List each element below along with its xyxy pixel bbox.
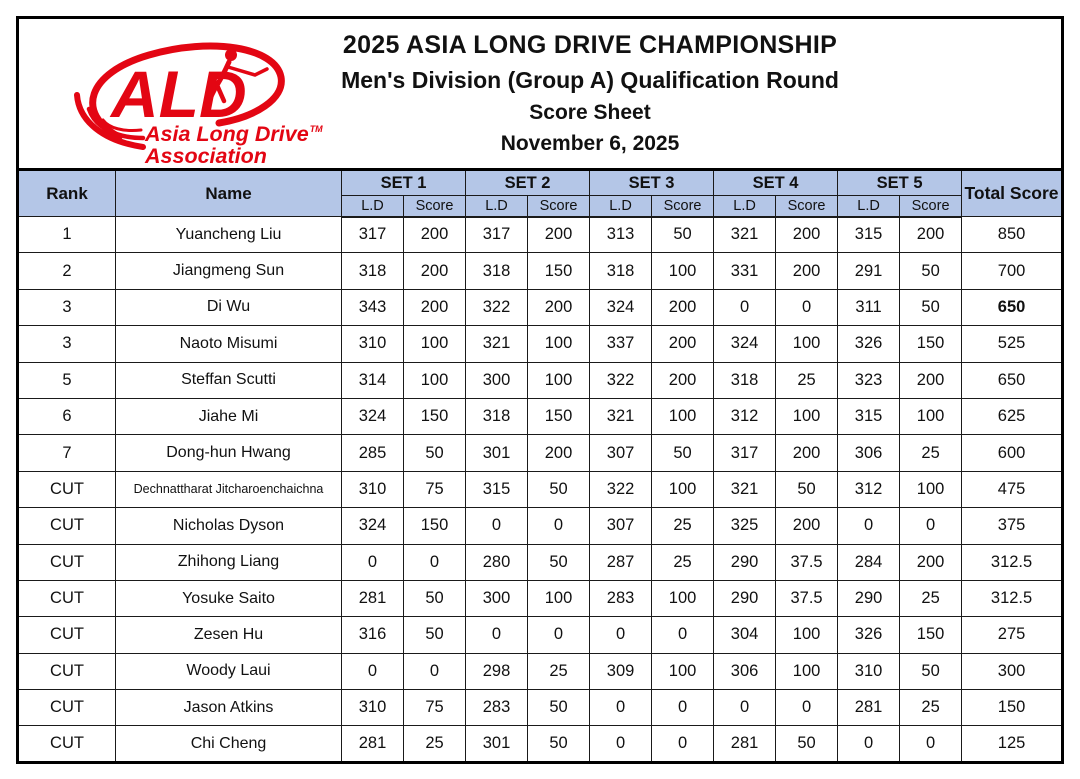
set5-score-cell: 200	[900, 544, 962, 580]
set2-ld-cell: 298	[466, 653, 528, 689]
set2-ld-cell: 0	[466, 617, 528, 653]
set4-ld-cell: 0	[714, 690, 776, 726]
table-row	[18, 617, 1063, 653]
set1-score-cell: 50	[404, 580, 466, 616]
set3-score-cell: 0	[652, 617, 714, 653]
set3-score-cell: 200	[652, 326, 714, 362]
set5-score-cell: 0	[900, 726, 962, 762]
set5-header: SET 5	[838, 170, 962, 196]
rank-cell: CUT	[18, 653, 116, 689]
set1-score-cell: 100	[404, 326, 466, 362]
set5-score-cell: 150	[900, 617, 962, 653]
set3-ld-cell: 287	[590, 544, 652, 580]
player-name-cell: Jiahe Mi	[116, 398, 342, 434]
set1-score-cell: 75	[404, 471, 466, 507]
score-table	[16, 168, 1064, 764]
set4-header: SET 4	[714, 170, 838, 196]
set3-ld-cell: 283	[590, 580, 652, 616]
set3-score-cell: 100	[652, 653, 714, 689]
set5-ld-cell: 311	[838, 289, 900, 325]
table-row	[18, 726, 1063, 762]
set4-score-cell: 37.5	[776, 580, 838, 616]
set3-ld-cell: 321	[590, 398, 652, 434]
set3-header: SET 3	[590, 170, 714, 196]
set3-ld-cell: 309	[590, 653, 652, 689]
set3-ld-cell: 318	[590, 253, 652, 289]
set1-ld-cell: 310	[342, 326, 404, 362]
set2-ld-cell: 301	[466, 435, 528, 471]
set5-score-cell: 100	[900, 471, 962, 507]
set2-header: SET 2	[466, 170, 590, 196]
rank-cell: CUT	[18, 690, 116, 726]
set1-ld-cell: 316	[342, 617, 404, 653]
set2-ld-cell: 280	[466, 544, 528, 580]
set5-ld-header: L.D	[838, 196, 900, 217]
table-row	[18, 508, 1063, 544]
set1-ld-cell: 324	[342, 508, 404, 544]
set1-score-cell: 200	[404, 289, 466, 325]
set2-ld-cell: 321	[466, 326, 528, 362]
player-name-cell: Zesen Hu	[116, 617, 342, 653]
player-name-cell: Di Wu	[116, 289, 342, 325]
table-row	[18, 471, 1063, 507]
set2-ld-cell: 322	[466, 289, 528, 325]
table-row	[18, 690, 1063, 726]
total-score-cell: 375	[962, 508, 1063, 544]
rank-cell: 2	[18, 253, 116, 289]
set3-ld-cell: 322	[590, 471, 652, 507]
set5-score-cell: 50	[900, 653, 962, 689]
set1-score-cell: 0	[404, 653, 466, 689]
set4-score-cell: 25	[776, 362, 838, 398]
total-score-cell: 625	[962, 398, 1063, 434]
logo-brand-line2: Association	[145, 144, 267, 167]
set4-ld-cell: 321	[714, 471, 776, 507]
set4-ld-cell: 318	[714, 362, 776, 398]
total-score-cell: 150	[962, 690, 1063, 726]
total-score-cell: 475	[962, 471, 1063, 507]
set4-ld-cell: 304	[714, 617, 776, 653]
set2-score-cell: 100	[528, 326, 590, 362]
set4-ld-cell: 317	[714, 435, 776, 471]
set3-score-cell: 50	[652, 217, 714, 253]
set5-ld-cell: 281	[838, 690, 900, 726]
table-header-row	[18, 170, 1063, 196]
set4-score-cell: 50	[776, 471, 838, 507]
total-score-cell: 300	[962, 653, 1063, 689]
title-block	[259, 19, 921, 168]
set5-score-header: Score	[900, 196, 962, 217]
set2-ld-header: L.D	[466, 196, 528, 217]
set1-ld-cell: 285	[342, 435, 404, 471]
set1-ld-cell: 310	[342, 690, 404, 726]
player-name-cell: Naoto Misumi	[116, 326, 342, 362]
set5-ld-cell: 315	[838, 398, 900, 434]
set1-score-cell: 200	[404, 217, 466, 253]
set3-ld-cell: 0	[590, 690, 652, 726]
set2-score-cell: 100	[528, 362, 590, 398]
rank-cell: 3	[18, 326, 116, 362]
set2-ld-cell: 301	[466, 726, 528, 762]
set3-ld-cell: 307	[590, 435, 652, 471]
set2-ld-cell: 300	[466, 362, 528, 398]
total-score-cell: 312.5	[962, 544, 1063, 580]
player-name-cell: Dong-hun Hwang	[116, 435, 342, 471]
set3-ld-cell: 324	[590, 289, 652, 325]
set4-score-cell: 200	[776, 217, 838, 253]
set5-score-cell: 150	[900, 326, 962, 362]
set1-score-header: Score	[404, 196, 466, 217]
set2-score-cell: 50	[528, 544, 590, 580]
set5-ld-cell: 291	[838, 253, 900, 289]
set2-score-cell: 200	[528, 435, 590, 471]
set2-ld-cell: 318	[466, 398, 528, 434]
set4-ld-cell: 290	[714, 580, 776, 616]
table-row	[18, 362, 1063, 398]
set5-score-cell: 25	[900, 435, 962, 471]
set1-score-cell: 50	[404, 617, 466, 653]
set2-score-header: Score	[528, 196, 590, 217]
total-score-cell: 312.5	[962, 580, 1063, 616]
set3-score-header: Score	[652, 196, 714, 217]
set4-score-header: Score	[776, 196, 838, 217]
set1-ld-cell: 281	[342, 726, 404, 762]
rank-cell: CUT	[18, 508, 116, 544]
set5-score-cell: 200	[900, 362, 962, 398]
division-title: Men's Division (Group A) Qualification Round	[341, 67, 839, 93]
total-score-cell: 125	[962, 726, 1063, 762]
set4-score-cell: 100	[776, 617, 838, 653]
set2-score-cell: 50	[528, 690, 590, 726]
set4-ld-cell: 331	[714, 253, 776, 289]
player-name-cell: Woody Laui	[116, 653, 342, 689]
set3-score-cell: 100	[652, 398, 714, 434]
set3-ld-cell: 322	[590, 362, 652, 398]
set4-score-cell: 0	[776, 690, 838, 726]
player-name-cell: Zhihong Liang	[116, 544, 342, 580]
set1-ld-cell: 310	[342, 471, 404, 507]
set3-ld-cell: 307	[590, 508, 652, 544]
set1-ld-cell: 318	[342, 253, 404, 289]
set3-score-cell: 100	[652, 253, 714, 289]
total-score-cell: 700	[962, 253, 1063, 289]
set2-score-cell: 50	[528, 471, 590, 507]
set1-ld-cell: 0	[342, 653, 404, 689]
set5-ld-cell: 323	[838, 362, 900, 398]
set5-score-cell: 50	[900, 253, 962, 289]
set1-score-cell: 150	[404, 398, 466, 434]
set2-score-cell: 0	[528, 617, 590, 653]
set4-ld-cell: 290	[714, 544, 776, 580]
set2-score-cell: 50	[528, 726, 590, 762]
set1-header: SET 1	[342, 170, 466, 196]
set5-ld-cell: 326	[838, 617, 900, 653]
set3-ld-header: L.D	[590, 196, 652, 217]
set5-ld-cell: 306	[838, 435, 900, 471]
total-score-cell: 850	[962, 217, 1063, 253]
player-name-cell: Jason Atkins	[116, 690, 342, 726]
rank-cell: 5	[18, 362, 116, 398]
event-date: November 6, 2025	[500, 132, 680, 155]
set5-ld-cell: 326	[838, 326, 900, 362]
score-sheet	[16, 16, 1064, 764]
rank-cell: CUT	[18, 471, 116, 507]
player-name-cell: Yuancheng Liu	[116, 217, 342, 253]
set4-score-cell: 100	[776, 326, 838, 362]
set4-ld-cell: 306	[714, 653, 776, 689]
set5-score-cell: 25	[900, 690, 962, 726]
set1-score-cell: 100	[404, 362, 466, 398]
set4-ld-cell: 281	[714, 726, 776, 762]
rank-cell: CUT	[18, 544, 116, 580]
player-name-cell: Dechnattharat Jitcharoenchaichna	[116, 471, 342, 507]
masthead	[16, 16, 1064, 168]
set4-ld-cell: 312	[714, 398, 776, 434]
rank-cell: 6	[18, 398, 116, 434]
set1-ld-header: L.D	[342, 196, 404, 217]
set1-score-cell: 150	[404, 508, 466, 544]
set2-ld-cell: 315	[466, 471, 528, 507]
set2-score-cell: 200	[528, 217, 590, 253]
set1-score-cell: 200	[404, 253, 466, 289]
set5-ld-cell: 290	[838, 580, 900, 616]
set5-score-cell: 100	[900, 398, 962, 434]
set5-ld-cell: 0	[838, 726, 900, 762]
set3-ld-cell: 313	[590, 217, 652, 253]
set2-score-cell: 200	[528, 289, 590, 325]
set1-ld-cell: 314	[342, 362, 404, 398]
player-name-cell: Chi Cheng	[116, 726, 342, 762]
set5-ld-cell: 310	[838, 653, 900, 689]
rank-cell: 1	[18, 217, 116, 253]
set4-score-cell: 100	[776, 653, 838, 689]
set3-score-cell: 50	[652, 435, 714, 471]
set5-score-cell: 0	[900, 508, 962, 544]
player-name-cell: Steffan Scutti	[116, 362, 342, 398]
name-header: Name	[116, 170, 342, 217]
set2-score-cell: 150	[528, 253, 590, 289]
set5-score-cell: 25	[900, 580, 962, 616]
set2-score-cell: 100	[528, 580, 590, 616]
set4-score-cell: 50	[776, 726, 838, 762]
set3-score-cell: 200	[652, 289, 714, 325]
set4-ld-cell: 325	[714, 508, 776, 544]
set1-score-cell: 25	[404, 726, 466, 762]
set3-score-cell: 200	[652, 362, 714, 398]
set1-ld-cell: 0	[342, 544, 404, 580]
set5-ld-cell: 0	[838, 508, 900, 544]
rank-cell: 3	[18, 289, 116, 325]
set1-ld-cell: 281	[342, 580, 404, 616]
rank-cell: CUT	[18, 580, 116, 616]
sheet-title: Score Sheet	[529, 101, 651, 124]
set2-ld-cell: 0	[466, 508, 528, 544]
set2-score-cell: 150	[528, 398, 590, 434]
set4-score-cell: 100	[776, 398, 838, 434]
total-score-cell: 650	[962, 362, 1063, 398]
set2-ld-cell: 300	[466, 580, 528, 616]
set3-score-cell: 100	[652, 580, 714, 616]
table-row	[18, 253, 1063, 289]
set3-score-cell: 100	[652, 471, 714, 507]
set5-score-cell: 50	[900, 289, 962, 325]
set3-score-cell: 25	[652, 508, 714, 544]
total-score-header: Total Score	[962, 170, 1063, 217]
total-score-cell: 650	[962, 289, 1063, 325]
player-name-cell: Nicholas Dyson	[116, 508, 342, 544]
set1-ld-cell: 343	[342, 289, 404, 325]
set4-score-cell: 37.5	[776, 544, 838, 580]
table-row	[18, 289, 1063, 325]
table-row	[18, 398, 1063, 434]
rank-cell: 7	[18, 435, 116, 471]
player-name-cell: Yosuke Saito	[116, 580, 342, 616]
set5-ld-cell: 284	[838, 544, 900, 580]
set1-ld-cell: 324	[342, 398, 404, 434]
set5-score-cell: 200	[900, 217, 962, 253]
set3-ld-cell: 337	[590, 326, 652, 362]
set3-ld-cell: 0	[590, 726, 652, 762]
set2-score-cell: 0	[528, 508, 590, 544]
player-name-cell: Jiangmeng Sun	[116, 253, 342, 289]
rank-cell: CUT	[18, 726, 116, 762]
set4-ld-cell: 324	[714, 326, 776, 362]
set3-score-cell: 25	[652, 544, 714, 580]
event-title: 2025 ASIA LONG DRIVE CHAMPIONSHIP	[342, 31, 838, 59]
set1-ld-cell: 317	[342, 217, 404, 253]
set1-score-cell: 0	[404, 544, 466, 580]
set3-score-cell: 0	[652, 690, 714, 726]
set4-score-cell: 200	[776, 508, 838, 544]
table-row	[18, 435, 1063, 471]
set1-score-cell: 75	[404, 690, 466, 726]
set1-score-cell: 50	[404, 435, 466, 471]
table-row	[18, 580, 1063, 616]
set3-ld-cell: 0	[590, 617, 652, 653]
set2-ld-cell: 283	[466, 690, 528, 726]
set2-ld-cell: 317	[466, 217, 528, 253]
set5-ld-cell: 315	[838, 217, 900, 253]
set4-score-cell: 200	[776, 253, 838, 289]
total-score-cell: 600	[962, 435, 1063, 471]
set4-score-cell: 0	[776, 289, 838, 325]
total-score-cell: 275	[962, 617, 1063, 653]
rank-header: Rank	[18, 170, 116, 217]
table-row	[18, 217, 1063, 253]
set4-ld-cell: 0	[714, 289, 776, 325]
set2-score-cell: 25	[528, 653, 590, 689]
table-row	[18, 653, 1063, 689]
total-score-cell: 525	[962, 326, 1063, 362]
set4-ld-cell: 321	[714, 217, 776, 253]
table-row	[18, 544, 1063, 580]
set4-score-cell: 200	[776, 435, 838, 471]
set5-ld-cell: 312	[838, 471, 900, 507]
table-row	[18, 326, 1063, 362]
rank-cell: CUT	[18, 617, 116, 653]
logo-monogram: ALD	[111, 57, 247, 131]
logo-brand-line1: Asia Long Drive™	[145, 122, 323, 146]
set2-ld-cell: 318	[466, 253, 528, 289]
set4-ld-header: L.D	[714, 196, 776, 217]
set3-score-cell: 0	[652, 726, 714, 762]
